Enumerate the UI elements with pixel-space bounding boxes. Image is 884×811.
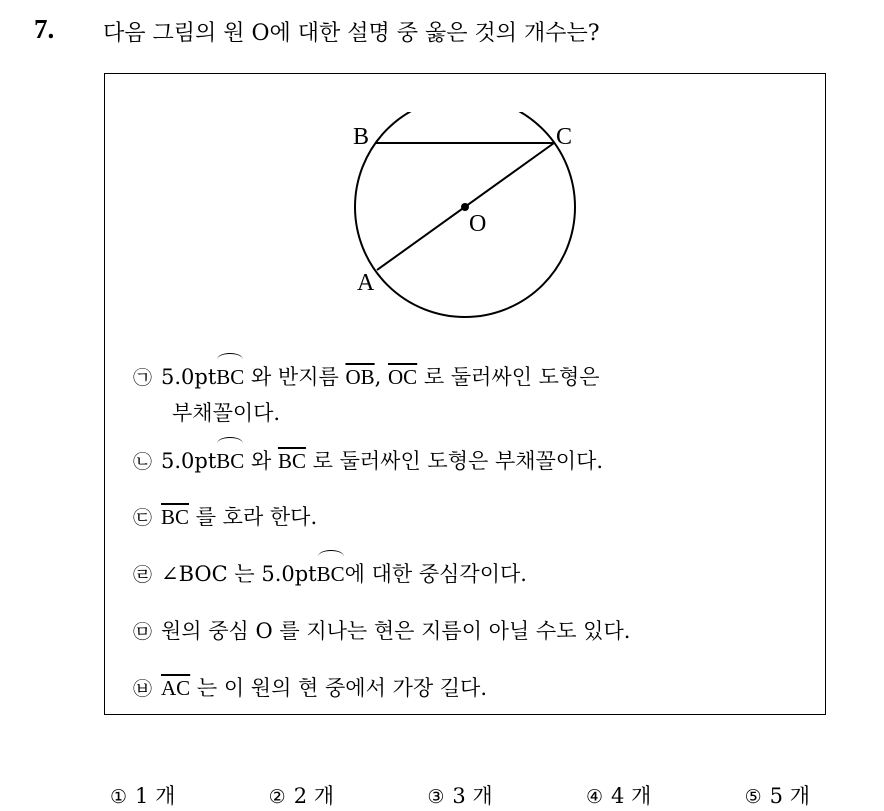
arc-bc: BC (317, 559, 345, 589)
statement-1-continuation: 부채꼴이다. (172, 401, 281, 425)
statement-text: 와 반지름 (244, 365, 346, 389)
choice-4[interactable] (586, 780, 651, 810)
statement-text: 에 대한 중심각이다. (344, 562, 527, 586)
label-o: O (469, 211, 487, 237)
statement-text: 와 (244, 449, 278, 473)
statement-text: 원의 중심 O 를 지나는 현은 지름이 아닐 수도 있다. (161, 619, 631, 643)
angle-boc: ∠BOC (161, 562, 228, 586)
circle-figure (345, 112, 595, 327)
choice-marker: ① (110, 786, 128, 808)
statement-marker: ㉠ (133, 367, 153, 389)
statement-text: 는 (227, 562, 262, 586)
label-c: C (556, 124, 573, 150)
statement-marker: ㉢ (133, 507, 153, 529)
choice-label: 2 개 (293, 784, 335, 808)
statement-prefix: 5.0pt (261, 562, 317, 586)
choice-1[interactable] (110, 780, 175, 810)
statement-4 (133, 559, 527, 590)
statement-marker: ㉡ (133, 451, 153, 473)
statement-marker: ㉤ (133, 621, 153, 643)
statement-5 (133, 616, 630, 647)
statement-2 (133, 446, 603, 477)
choice-label: 3 개 (452, 784, 493, 808)
segment-oc: $\overline{OC}$ (388, 365, 418, 389)
choice-label: 5 개 (769, 784, 810, 808)
choice-5[interactable] (745, 780, 810, 810)
statement-marker: ㉣ (133, 564, 153, 586)
statement-text: 로 둘러싸인 도형은 (417, 365, 600, 389)
statement-prefix: 5.0pt (161, 449, 217, 473)
segment-ob: $\overline{OB}$ (345, 365, 375, 389)
statement-text: , (374, 365, 389, 389)
segment-ac: $\overline{AC}$ (161, 676, 191, 700)
statement-1 (133, 362, 600, 393)
choice-2[interactable] (269, 780, 334, 810)
statement-marker: ㉥ (133, 678, 153, 700)
choice-3[interactable] (427, 780, 492, 810)
statement-text: 는 이 원의 현 중에서 가장 길다. (190, 676, 488, 700)
label-b: B (353, 124, 370, 150)
answer-choices (110, 780, 810, 810)
segment-bc: $\overline{BC}$ (161, 505, 190, 529)
statement-3 (133, 502, 317, 533)
center-point-o (461, 203, 469, 211)
statement-prefix: 5.0pt (161, 365, 217, 389)
choice-marker: ④ (585, 786, 604, 808)
arc-bc: BC (216, 362, 244, 392)
choice-marker: ② (268, 786, 286, 808)
choice-marker: ③ (427, 786, 445, 808)
question-number: 7. (34, 14, 55, 44)
arc-bc: BC (216, 446, 244, 476)
choice-marker: ⑤ (744, 786, 762, 808)
choice-label: 1 개 (135, 784, 176, 808)
statement-text: 를 호라 한다. (189, 505, 318, 529)
statement-text: 로 둘러싸인 도형은 부채꼴이다. (305, 449, 604, 473)
statement-6 (133, 673, 487, 704)
question-text: 다음 그림의 원 O에 대한 설명 중 옳은 것의 개수는? (103, 21, 600, 46)
choice-label: 4 개 (611, 784, 652, 808)
label-a: A (357, 270, 375, 296)
segment-bc: $\overline{BC}$ (277, 449, 306, 473)
